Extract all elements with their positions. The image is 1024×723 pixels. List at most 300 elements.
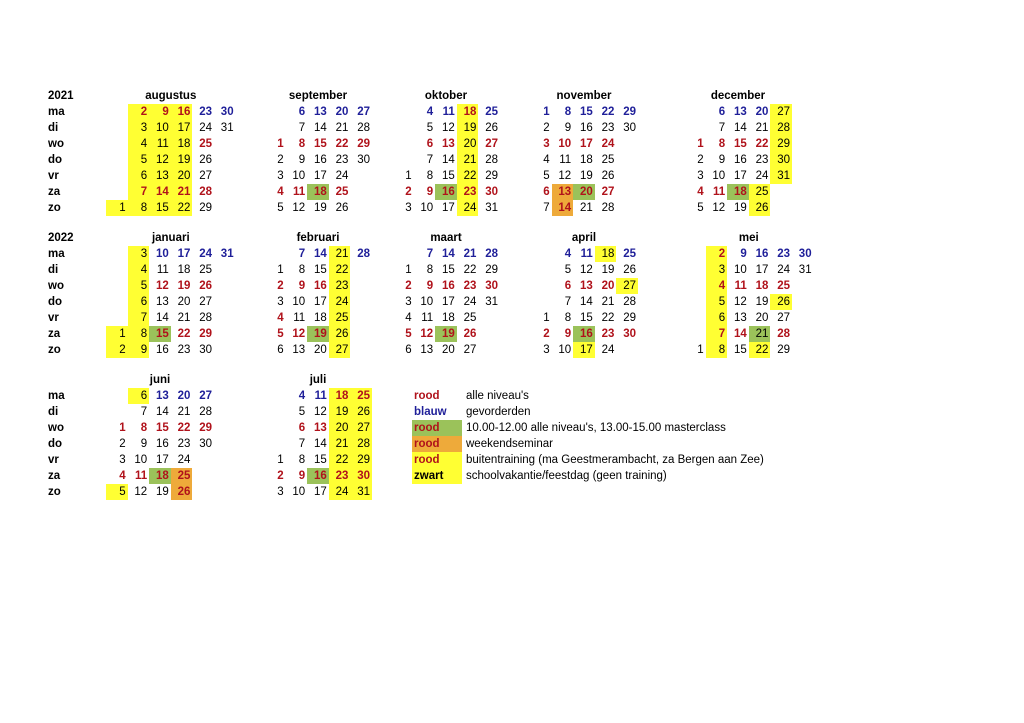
day-cell: 6 bbox=[718, 106, 726, 118]
day-label: ma bbox=[48, 390, 65, 402]
day-cell: 5 bbox=[106, 484, 128, 500]
day-cell: 23 bbox=[777, 248, 790, 260]
day-cell: 25 bbox=[601, 154, 615, 166]
day-cell: 27 bbox=[329, 342, 351, 358]
day-cell: 23 bbox=[601, 328, 615, 340]
day-cell: 24 bbox=[329, 484, 351, 500]
day-cell: 7 bbox=[128, 310, 150, 326]
day-cell: 29 bbox=[623, 312, 636, 324]
day-cell: 19 bbox=[755, 296, 769, 308]
day-cell: 3 bbox=[405, 202, 412, 214]
day-cell: 28 bbox=[199, 186, 212, 198]
day-cell: 6 bbox=[298, 422, 306, 434]
legend-description: alle niveau's bbox=[466, 390, 529, 402]
day-label: wo bbox=[48, 280, 64, 292]
day-cell: 7 bbox=[298, 122, 306, 134]
day-cell: 21 bbox=[335, 122, 349, 134]
day-cell: 10 bbox=[292, 170, 306, 182]
day-cell: 14 bbox=[441, 154, 455, 166]
day-cell: 13 bbox=[155, 296, 169, 308]
day-cell: 28 bbox=[350, 436, 372, 452]
day-cell: 18 bbox=[727, 184, 749, 200]
day-cell: 10 bbox=[420, 202, 434, 214]
day-cell: 13 bbox=[420, 344, 434, 356]
day-cell: 9 bbox=[426, 186, 434, 198]
day-cell: 4 bbox=[405, 312, 412, 324]
day-cell: 20 bbox=[177, 296, 191, 308]
day-cell: 16 bbox=[313, 280, 327, 292]
day-cell: 18 bbox=[307, 184, 329, 200]
day-cell: 18 bbox=[329, 388, 351, 404]
day-cell: 14 bbox=[313, 122, 327, 134]
day-cell: 5 bbox=[706, 294, 728, 310]
month-name: december bbox=[710, 90, 766, 102]
day-cell: 15 bbox=[733, 344, 747, 356]
day-cell: 8 bbox=[564, 106, 572, 118]
day-cell: 27 bbox=[601, 186, 615, 198]
day-cell: 11 bbox=[293, 186, 306, 198]
day-cell: 3 bbox=[543, 344, 550, 356]
day-cell: 21 bbox=[749, 326, 771, 342]
day-cell: 26 bbox=[335, 202, 349, 214]
legend-description: weekendseminar bbox=[466, 438, 553, 450]
day-cell: 28 bbox=[199, 312, 212, 324]
day-cell: 10 bbox=[134, 454, 148, 466]
month-name: september bbox=[288, 90, 348, 102]
day-cell: 22 bbox=[177, 328, 191, 340]
day-cell: 9 bbox=[140, 438, 148, 450]
day-cell: 23 bbox=[457, 184, 479, 200]
day-cell: 19 bbox=[307, 326, 329, 342]
day-cell: 29 bbox=[485, 170, 498, 182]
day-cell: 17 bbox=[313, 486, 327, 498]
legend-key: rood bbox=[412, 436, 462, 452]
day-cell: 4 bbox=[119, 470, 126, 482]
day-cell: 29 bbox=[623, 106, 636, 118]
day-cell: 13 bbox=[552, 184, 574, 200]
day-cell: 9 bbox=[298, 154, 306, 166]
day-label: ma bbox=[48, 248, 65, 260]
day-cell: 21 bbox=[601, 296, 615, 308]
day-cell: 19 bbox=[313, 202, 327, 214]
day-cell: 21 bbox=[579, 202, 593, 214]
day-cell: 22 bbox=[457, 168, 479, 184]
day-cell: 23 bbox=[177, 344, 191, 356]
day-cell: 11 bbox=[156, 264, 169, 276]
legend-key: rood bbox=[412, 420, 462, 436]
day-cell: 3 bbox=[706, 262, 728, 278]
day-cell: 30 bbox=[623, 328, 636, 340]
day-cell: 26 bbox=[350, 404, 372, 420]
day-cell: 30 bbox=[220, 106, 234, 118]
legend-description: 10.00-12.00 alle niveau's, 13.00-15.00 masterclass bbox=[466, 422, 726, 434]
day-cell: 1 bbox=[277, 264, 284, 276]
day-cell: 28 bbox=[623, 296, 636, 308]
day-cell: 23 bbox=[601, 122, 615, 134]
day-cell: 16 bbox=[435, 184, 457, 200]
day-label: di bbox=[48, 264, 59, 276]
day-cell: 20 bbox=[335, 106, 349, 118]
day-cell: 12 bbox=[313, 406, 327, 418]
day-cell: 27 bbox=[485, 138, 498, 150]
day-cell: 16 bbox=[733, 154, 747, 166]
day-cell: 25 bbox=[335, 186, 349, 198]
day-cell: 23 bbox=[177, 438, 191, 450]
day-cell: 29 bbox=[199, 422, 212, 434]
day-cell: 1 bbox=[106, 200, 128, 216]
day-cell: 21 bbox=[463, 248, 477, 260]
day-cell: 24 bbox=[463, 296, 477, 308]
day-cell: 29 bbox=[770, 136, 792, 152]
day-cell: 19 bbox=[329, 404, 351, 420]
day-cell: 30 bbox=[199, 344, 212, 356]
day-cell: 5 bbox=[277, 202, 284, 214]
month-name: augustus bbox=[145, 90, 197, 102]
day-cell: 28 bbox=[485, 154, 498, 166]
day-cell: 6 bbox=[128, 388, 150, 404]
day-cell: 28 bbox=[357, 248, 370, 260]
day-cell: 15 bbox=[149, 326, 171, 342]
day-cell: 29 bbox=[199, 202, 212, 214]
legend-description: buitentraining (ma Geestmerambacht, za Bergen aan Zee) bbox=[466, 454, 764, 466]
day-cell: 17 bbox=[155, 454, 169, 466]
day-cell: 23 bbox=[755, 154, 769, 166]
day-cell: 13 bbox=[155, 390, 169, 402]
day-cell: 12 bbox=[712, 202, 726, 214]
day-cell: 2 bbox=[277, 280, 284, 292]
day-cell: 7 bbox=[298, 248, 306, 260]
day-cell: 2 bbox=[119, 438, 126, 450]
day-cell: 9 bbox=[149, 104, 171, 120]
day-cell: 16 bbox=[755, 248, 769, 260]
day-cell: 7 bbox=[426, 248, 434, 260]
day-cell: 11 bbox=[314, 390, 327, 402]
legend-key: rood bbox=[412, 452, 462, 468]
day-cell: 20 bbox=[171, 168, 193, 184]
day-cell: 18 bbox=[441, 312, 455, 324]
day-cell: 4 bbox=[128, 262, 150, 278]
day-cell: 7 bbox=[140, 406, 148, 418]
day-cell: 19 bbox=[457, 120, 479, 136]
day-cell: 17 bbox=[313, 170, 327, 182]
day-cell: 31 bbox=[485, 202, 498, 214]
day-cell: 8 bbox=[298, 138, 306, 150]
day-cell: 10 bbox=[292, 296, 306, 308]
day-cell: 17 bbox=[579, 138, 593, 150]
day-cell: 24 bbox=[601, 138, 615, 150]
day-cell: 9 bbox=[740, 248, 747, 260]
day-cell: 7 bbox=[298, 438, 306, 450]
day-cell: 12 bbox=[733, 296, 747, 308]
day-label: wo bbox=[48, 138, 64, 150]
day-cell: 24 bbox=[199, 122, 212, 134]
day-cell: 24 bbox=[601, 344, 615, 356]
day-cell: 28 bbox=[777, 328, 790, 340]
day-cell: 18 bbox=[313, 312, 327, 324]
day-cell: 14 bbox=[313, 248, 327, 260]
day-cell: 30 bbox=[798, 248, 812, 260]
day-cell: 16 bbox=[171, 104, 193, 120]
day-cell: 21 bbox=[177, 406, 191, 418]
day-cell: 13 bbox=[313, 422, 327, 434]
day-cell: 31 bbox=[220, 248, 234, 260]
day-cell: 14 bbox=[313, 438, 327, 450]
day-cell: 21 bbox=[755, 122, 769, 134]
day-cell: 4 bbox=[564, 248, 572, 260]
day-cell: 19 bbox=[171, 152, 193, 168]
day-cell: 18 bbox=[579, 154, 593, 166]
day-cell: 8 bbox=[426, 264, 434, 276]
day-cell: 5 bbox=[564, 264, 572, 276]
day-cell: 28 bbox=[199, 406, 212, 418]
day-cell: 25 bbox=[749, 184, 771, 200]
day-cell: 26 bbox=[199, 154, 212, 166]
day-cell: 21 bbox=[177, 312, 191, 324]
day-cell: 22 bbox=[329, 452, 351, 468]
day-cell: 31 bbox=[798, 264, 812, 276]
day-cell: 2 bbox=[106, 342, 128, 358]
day-cell: 20 bbox=[177, 390, 191, 402]
day-cell: 9 bbox=[426, 280, 434, 292]
day-cell: 10 bbox=[420, 296, 434, 308]
day-cell: 24 bbox=[329, 294, 351, 310]
day-cell: 25 bbox=[350, 388, 372, 404]
day-cell: 25 bbox=[623, 248, 636, 260]
day-cell: 10 bbox=[149, 120, 171, 136]
day-label: do bbox=[48, 438, 63, 450]
day-cell: 25 bbox=[171, 468, 193, 484]
day-cell: 15 bbox=[579, 106, 593, 118]
day-cell: 20 bbox=[441, 344, 455, 356]
day-cell: 10 bbox=[558, 344, 572, 356]
day-cell: 10 bbox=[712, 170, 726, 182]
day-cell: 7 bbox=[564, 296, 572, 308]
day-cell: 8 bbox=[564, 312, 572, 324]
day-cell: 24 bbox=[777, 264, 790, 276]
day-cell: 27 bbox=[770, 104, 792, 120]
day-cell: 11 bbox=[442, 106, 455, 118]
day-cell: 28 bbox=[770, 120, 792, 136]
day-cell: 22 bbox=[749, 342, 771, 358]
day-cell: 16 bbox=[155, 344, 169, 356]
day-cell: 8 bbox=[706, 342, 728, 358]
day-cell: 7 bbox=[706, 326, 728, 342]
day-cell: 3 bbox=[277, 486, 284, 498]
day-cell: 11 bbox=[135, 470, 148, 482]
day-cell: 3 bbox=[128, 246, 150, 262]
day-cell: 2 bbox=[277, 154, 284, 166]
day-cell: 6 bbox=[277, 344, 284, 356]
day-cell: 30 bbox=[485, 186, 498, 198]
legend-key: zwart bbox=[412, 468, 462, 484]
day-cell: 17 bbox=[441, 202, 455, 214]
day-cell: 3 bbox=[405, 296, 412, 308]
day-cell: 28 bbox=[485, 248, 498, 260]
day-cell: 15 bbox=[441, 264, 455, 276]
day-cell: 20 bbox=[755, 312, 769, 324]
day-cell: 9 bbox=[564, 328, 572, 340]
day-cell: 29 bbox=[199, 328, 212, 340]
day-cell: 4 bbox=[426, 106, 434, 118]
day-cell: 18 bbox=[595, 246, 617, 262]
day-cell: 6 bbox=[128, 294, 150, 310]
day-cell: 28 bbox=[357, 122, 370, 134]
day-cell: 15 bbox=[313, 264, 327, 276]
day-cell: 11 bbox=[149, 136, 171, 152]
day-cell: 24 bbox=[457, 200, 479, 216]
day-cell: 14 bbox=[155, 406, 169, 418]
day-cell: 22 bbox=[601, 106, 615, 118]
day-cell: 4 bbox=[543, 154, 550, 166]
day-cell: 22 bbox=[177, 422, 191, 434]
month-name: mei bbox=[738, 232, 759, 244]
day-cell: 12 bbox=[420, 328, 434, 340]
day-cell: 2 bbox=[543, 328, 550, 340]
day-cell: 30 bbox=[350, 468, 372, 484]
month-name: oktober bbox=[424, 90, 468, 102]
day-label: zo bbox=[48, 344, 61, 356]
day-cell: 4 bbox=[706, 278, 728, 294]
day-cell: 8 bbox=[298, 454, 306, 466]
day-cell: 16 bbox=[307, 468, 329, 484]
day-cell: 25 bbox=[329, 310, 351, 326]
day-cell: 15 bbox=[155, 422, 169, 434]
day-cell: 18 bbox=[755, 280, 769, 292]
day-cell: 27 bbox=[463, 344, 477, 356]
day-cell: 15 bbox=[149, 200, 171, 216]
day-cell: 6 bbox=[543, 186, 550, 198]
day-cell: 16 bbox=[313, 154, 327, 166]
day-label: di bbox=[48, 122, 59, 134]
day-cell: 28 bbox=[601, 202, 615, 214]
day-cell: 27 bbox=[777, 312, 790, 324]
day-cell: 16 bbox=[573, 326, 595, 342]
legend-key: blauw bbox=[414, 406, 447, 418]
day-cell: 3 bbox=[128, 120, 150, 136]
day-cell: 18 bbox=[149, 468, 171, 484]
day-cell: 1 bbox=[277, 138, 284, 150]
day-cell: 12 bbox=[441, 122, 455, 134]
day-cell: 27 bbox=[357, 106, 370, 118]
day-cell: 1 bbox=[106, 326, 128, 342]
day-cell: 9 bbox=[718, 154, 726, 166]
day-cell: 17 bbox=[755, 264, 769, 276]
day-cell: 2 bbox=[697, 154, 704, 166]
day-cell: 9 bbox=[298, 470, 306, 482]
day-cell: 3 bbox=[277, 296, 284, 308]
day-cell: 26 bbox=[623, 264, 636, 276]
day-cell: 22 bbox=[463, 264, 477, 276]
day-cell: 4 bbox=[697, 186, 704, 198]
day-label: do bbox=[48, 296, 63, 308]
day-cell: 1 bbox=[405, 264, 412, 276]
month-name: november bbox=[556, 90, 612, 102]
day-cell: 26 bbox=[463, 328, 477, 340]
day-cell: 10 bbox=[558, 138, 572, 150]
day-cell: 18 bbox=[171, 136, 193, 152]
day-cell: 10 bbox=[733, 264, 747, 276]
day-cell: 9 bbox=[298, 280, 306, 292]
day-cell: 25 bbox=[463, 312, 477, 324]
day-cell: 13 bbox=[733, 312, 747, 324]
day-label: za bbox=[48, 470, 61, 482]
day-cell: 6 bbox=[405, 344, 412, 356]
day-cell: 20 bbox=[329, 420, 351, 436]
day-cell: 11 bbox=[559, 154, 572, 166]
day-cell: 12 bbox=[292, 202, 306, 214]
day-cell: 4 bbox=[128, 136, 150, 152]
day-cell: 6 bbox=[426, 138, 434, 150]
day-cell: 31 bbox=[770, 168, 792, 184]
day-cell: 20 bbox=[573, 184, 595, 200]
day-cell: 13 bbox=[733, 106, 747, 118]
day-cell: 8 bbox=[128, 326, 150, 342]
day-cell: 20 bbox=[755, 106, 769, 118]
day-cell: 19 bbox=[177, 280, 191, 292]
day-cell: 19 bbox=[733, 202, 747, 214]
day-cell: 12 bbox=[558, 170, 572, 182]
day-cell: 19 bbox=[579, 170, 593, 182]
day-cell: 26 bbox=[601, 170, 615, 182]
day-cell: 11 bbox=[734, 280, 747, 292]
day-cell: 22 bbox=[755, 138, 769, 150]
day-cell: 21 bbox=[457, 152, 479, 168]
day-cell: 23 bbox=[463, 280, 477, 292]
day-cell: 2 bbox=[405, 186, 412, 198]
day-cell: 12 bbox=[155, 280, 169, 292]
day-label: za bbox=[48, 328, 61, 340]
day-cell: 23 bbox=[329, 278, 351, 294]
day-cell: 7 bbox=[426, 154, 434, 166]
legend-description: schoolvakantie/feestdag (geen training) bbox=[466, 470, 667, 482]
day-cell: 30 bbox=[357, 154, 370, 166]
day-cell: 1 bbox=[697, 138, 704, 150]
day-cell: 29 bbox=[357, 138, 370, 150]
day-cell: 5 bbox=[277, 328, 284, 340]
day-cell: 26 bbox=[485, 122, 498, 134]
day-cell: 1 bbox=[119, 422, 126, 434]
day-label: zo bbox=[48, 202, 61, 214]
day-cell: 14 bbox=[441, 248, 455, 260]
day-cell: 5 bbox=[298, 406, 306, 418]
day-label: ma bbox=[48, 106, 65, 118]
day-cell: 26 bbox=[770, 294, 792, 310]
day-cell: 12 bbox=[579, 264, 593, 276]
day-cell: 27 bbox=[350, 420, 372, 436]
month-name: april bbox=[571, 232, 597, 244]
day-cell: 26 bbox=[329, 326, 351, 342]
day-cell: 24 bbox=[199, 248, 212, 260]
day-cell: 17 bbox=[313, 296, 327, 308]
day-cell: 2 bbox=[277, 470, 284, 482]
day-cell: 8 bbox=[426, 170, 434, 182]
day-cell: 21 bbox=[329, 436, 351, 452]
day-cell: 15 bbox=[733, 138, 747, 150]
month-name: februari bbox=[296, 232, 340, 244]
day-cell: 21 bbox=[329, 246, 351, 262]
day-cell: 3 bbox=[543, 138, 550, 150]
day-cell: 31 bbox=[350, 484, 372, 500]
day-cell: 18 bbox=[177, 264, 191, 276]
day-cell: 5 bbox=[405, 328, 412, 340]
day-cell: 1 bbox=[405, 170, 412, 182]
day-cell: 31 bbox=[485, 296, 498, 308]
day-cell: 26 bbox=[171, 484, 193, 500]
day-label: wo bbox=[48, 422, 64, 434]
day-cell: 20 bbox=[457, 136, 479, 152]
month-name: juni bbox=[149, 374, 171, 386]
day-cell: 30 bbox=[485, 280, 498, 292]
